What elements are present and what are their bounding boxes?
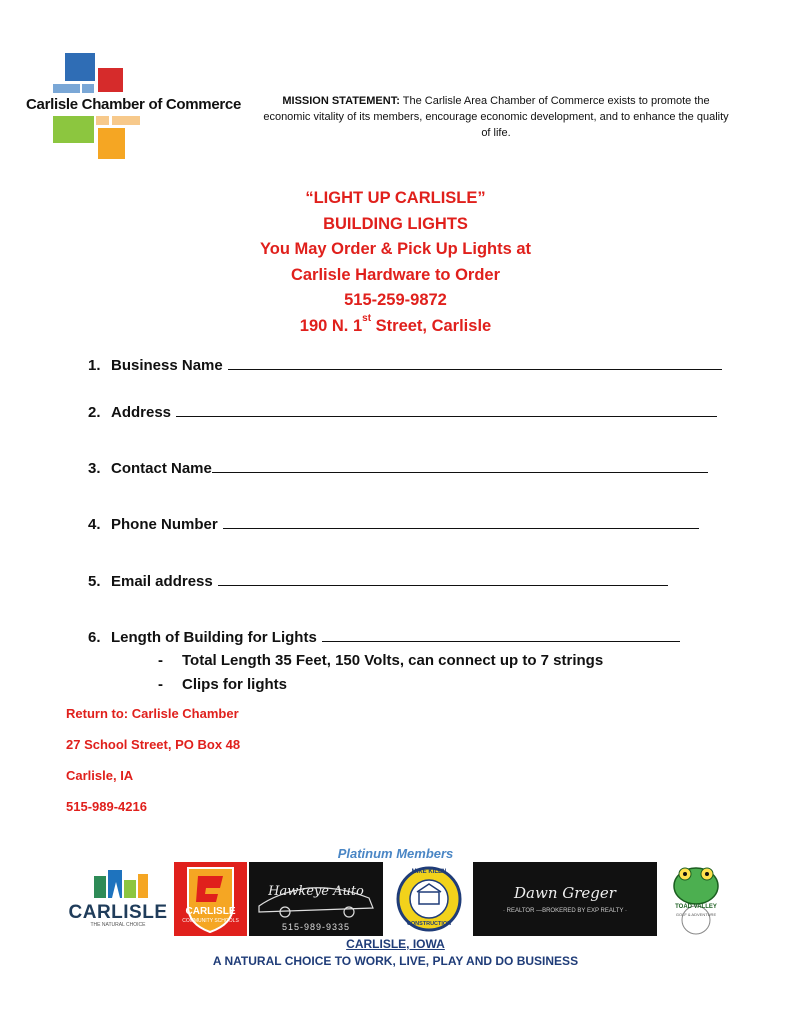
realtor-logo [473,862,657,936]
carlisle-city-sub: THE NATURAL CHOICE [90,922,146,928]
return-line-1: Return to: Carlisle Chamber [66,706,239,721]
phone-number-input[interactable] [223,515,699,529]
return-line-2: 27 School Street, PO Box 48 [66,737,241,752]
logo-org-name: Carlisle Chamber of Commerce [26,96,242,113]
footer-city: CARLISLE, IOWA [346,937,445,951]
field-number: 5. [88,573,101,590]
toad-valley-logo [665,862,727,936]
field-label: Phone Number [111,516,218,533]
logo-tile-peach [96,116,109,125]
field-label: Length of Building for Lights [111,629,317,646]
realtor-sub: · REALTOR —BROKERED BY EXP REALTY · [502,908,628,914]
field-contact-name [88,459,708,477]
carlisle-city-logo [62,862,172,936]
realtor-name: Dawn Greger [514,884,616,902]
kilen-construction-logo [395,862,463,936]
bullet-text: Clips for lights [182,676,287,693]
logo-tile-lightblue-2 [82,84,94,93]
field-number: 1. [88,357,101,374]
headline-address-post: Street, Carlisle [371,316,492,335]
field-label: Address [111,404,172,421]
construction-bottom-text: CONSTRUCTION [406,921,452,927]
carlisle-schools-logo [174,862,247,936]
chamber-logo [24,50,248,162]
field-label: Contact Name [111,460,212,477]
frog-icon [665,862,727,936]
headline-block [0,186,791,339]
headline-address-pre: 190 N. 1 [299,316,363,335]
headline-address-sup: st [362,312,372,324]
lights-details [158,649,603,697]
carlisle-city-text: CARLISLE [68,902,168,923]
hawkeye-auto-logo [249,862,383,936]
field-label: Email address [111,573,213,590]
bullet-dash: - [158,676,163,693]
mission-statement [262,93,730,141]
field-number: 2. [88,404,101,421]
return-line-3: Carlisle, IA [66,768,134,783]
building-length-input[interactable] [322,628,680,642]
bullet-text: Total Length 35 Feet, 150 Volts, can connect up to 7 strings [182,652,604,669]
field-address [88,403,717,421]
school-shield-icon [174,862,247,936]
logo-tile-red [98,68,123,92]
bullet-item [158,649,603,673]
address-input[interactable] [176,403,717,417]
construction-top-text: MIKE KILEN [411,869,447,875]
sponsor-strip [62,862,732,936]
logo-tile-peach-2 [112,116,140,125]
headline-line-6 [0,314,791,340]
return-line-4: 515-989-4216 [66,799,147,814]
field-building-length [88,628,680,646]
headline-line-1: “LIGHT UP CARLISLE” [305,189,486,207]
field-phone-number [88,515,699,533]
logo-tile-lightblue [53,84,80,93]
platinum-members-heading: Platinum Members [337,846,454,861]
field-number: 4. [88,516,101,533]
email-address-input[interactable] [218,572,668,586]
contact-name-input[interactable] [212,459,708,473]
school-text: CARLISLE [185,906,236,917]
hawkeye-text: Hawkeye Auto [268,884,364,899]
footer-tagline: A NATURAL CHOICE TO WORK, LIVE, PLAY AND DO BUSINESS [212,954,579,968]
headline-line-4: Carlisle Hardware to Order [290,265,501,284]
toad-valley-sub: GOLF & ADVENTURE [675,912,717,917]
logo-tile-green [53,116,94,143]
bullet-dash: - [158,652,163,669]
field-number: 3. [88,460,101,477]
field-label: Business Name [111,357,223,374]
headline-line-2: BUILDING LIGHTS [323,214,468,233]
headline-line-3: You May Order & Pick Up Lights at [259,240,532,258]
logo-tile-blue [65,53,95,81]
field-number: 6. [88,629,101,646]
hawkeye-phone: 515-989-9335 [281,922,351,932]
school-sub: COMMUNITY SCHOOLS [182,918,239,924]
toad-valley-text: TOAD VALLEY [675,904,717,910]
field-business-name [88,356,722,374]
return-address [66,706,240,830]
mission-label: MISSION STATEMENT: [282,95,400,107]
mission-text: The Carlisle Area Chamber of Commerce exists to promote the economic vitality of its members, encourage economic development, and to enhance the quality of life. [263,95,729,139]
bullet-item [158,673,603,697]
headline-line-5: 515-259-9872 [344,291,447,309]
business-name-input[interactable] [228,356,722,370]
logo-tile-orange [98,128,125,159]
field-email-address [88,572,668,590]
